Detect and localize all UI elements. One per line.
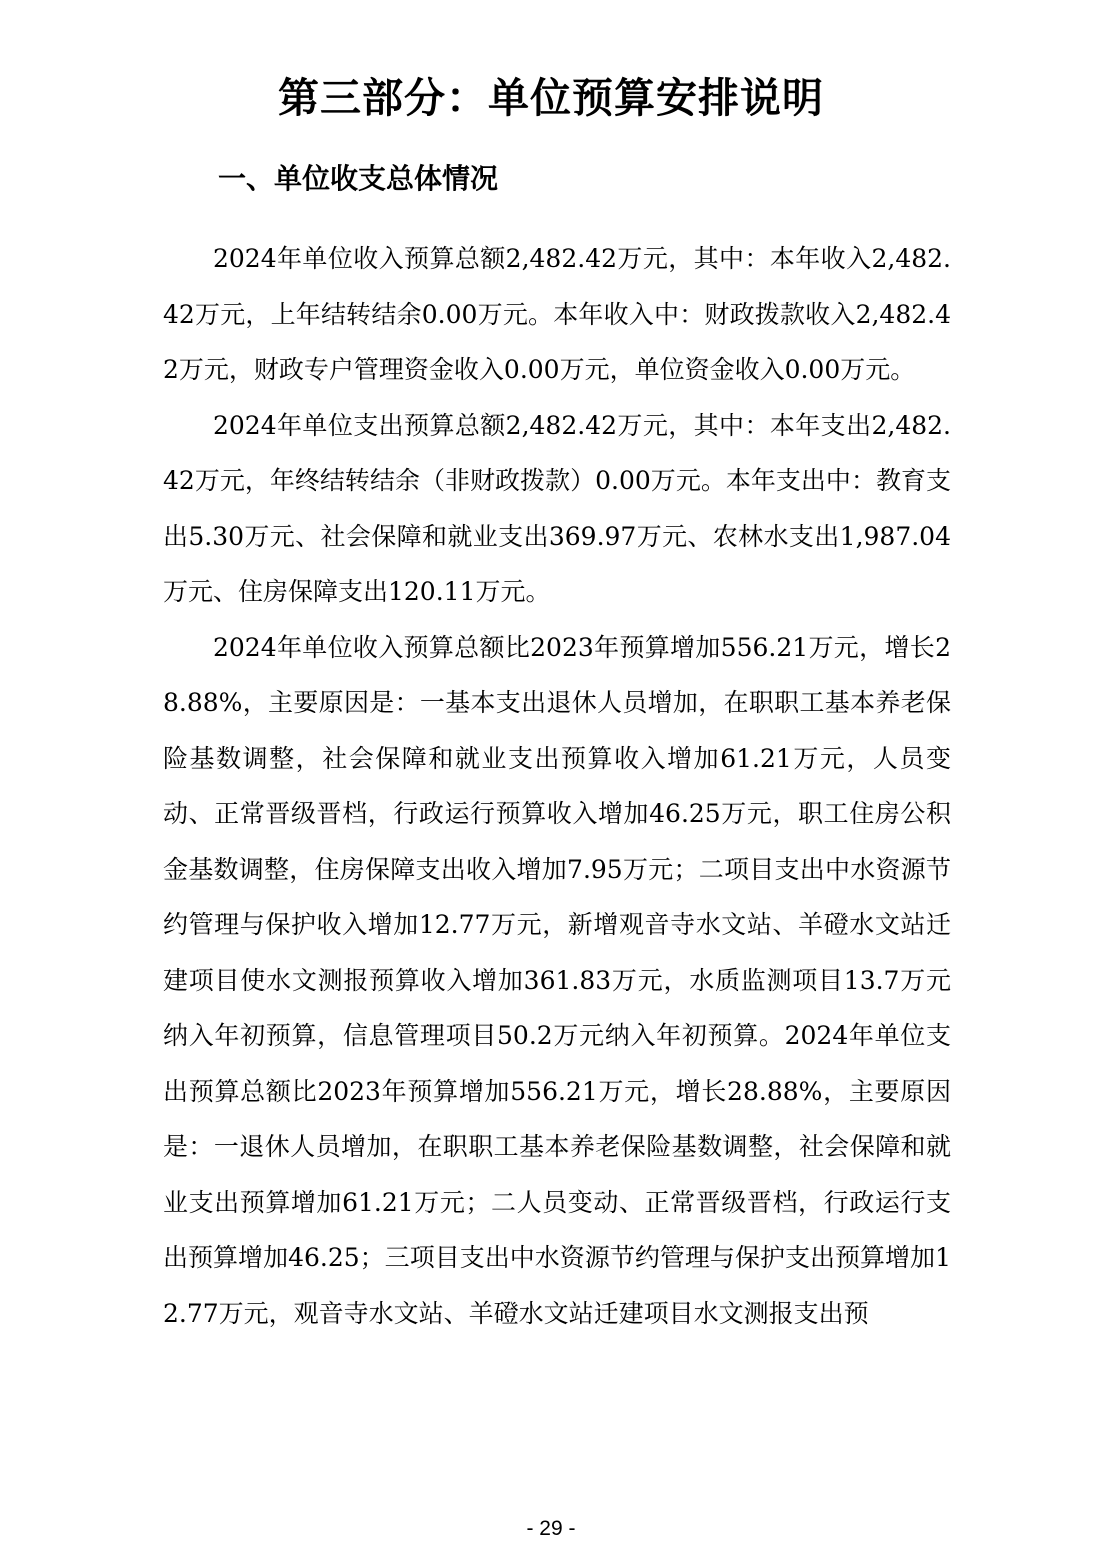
section-heading: 一、单位收支总体情况 xyxy=(218,162,499,195)
page-number: - 29 - xyxy=(526,1517,576,1540)
paragraph-income: 2024年单位收入预算总额2,482.42万元，其中：本年收入2,482.42万元，上年结转结余0.00万元。本年收入中：财政拨款收入2,482.42万元，财政专户管理资金收入0.00万元，单位资金收入0.00万元。 xyxy=(163,244,951,384)
paragraph-change-reasons: 2024年单位收入预算总额比2023年预算增加556.21万元，增长28.88%，主要原因是：一基本支出退休人员增加，在职职工基本养老保险基数调整，社会保障和就业支出预算收入增加61.21万元，人员变动、正常晋级晋档，行政运行预算收入增加46.25万元，职工住房公积金基数调整，住房保障支出收入增加7.95万元；二项目支出中水资源节约管理与保护收入增加12.77万元，新增观音寺水文站、羊磴水文站迁建项目使水文测报预算收入增加361.83万元，水质监测项目13.7万元纳入年初预算，信息管理项目50.2万元纳入年初预算。2024年单位支出预算总额比2023年预算增加556.21万元，增长28.88%，主要原因是：一退休人员增加，在职职工基本养老保险基数调整，社会保障和就业支出预算增加61.21万元；二人员变动、正常晋级晋档，行政运行支出预算增加46.25；三项目支出中水资源节约管理与保护支出预算增加12.77万元，观音寺水文站、羊磴水文站迁建项目水文测报支出预 xyxy=(163,632,951,1328)
body-text xyxy=(163,231,951,1341)
paragraph-expenditure: 2024年单位支出预算总额2,482.42万元，其中：本年支出2,482.42万元，年终结转结余（非财政拨款）0.00万元。本年支出中：教育支出5.30万元、社会保障和就业支出369.97万元、农林水支出1,987.04万元、住房保障支出120.11万元。 xyxy=(163,410,951,606)
page-title: 第三部分：单位预算安排说明 xyxy=(278,74,824,122)
